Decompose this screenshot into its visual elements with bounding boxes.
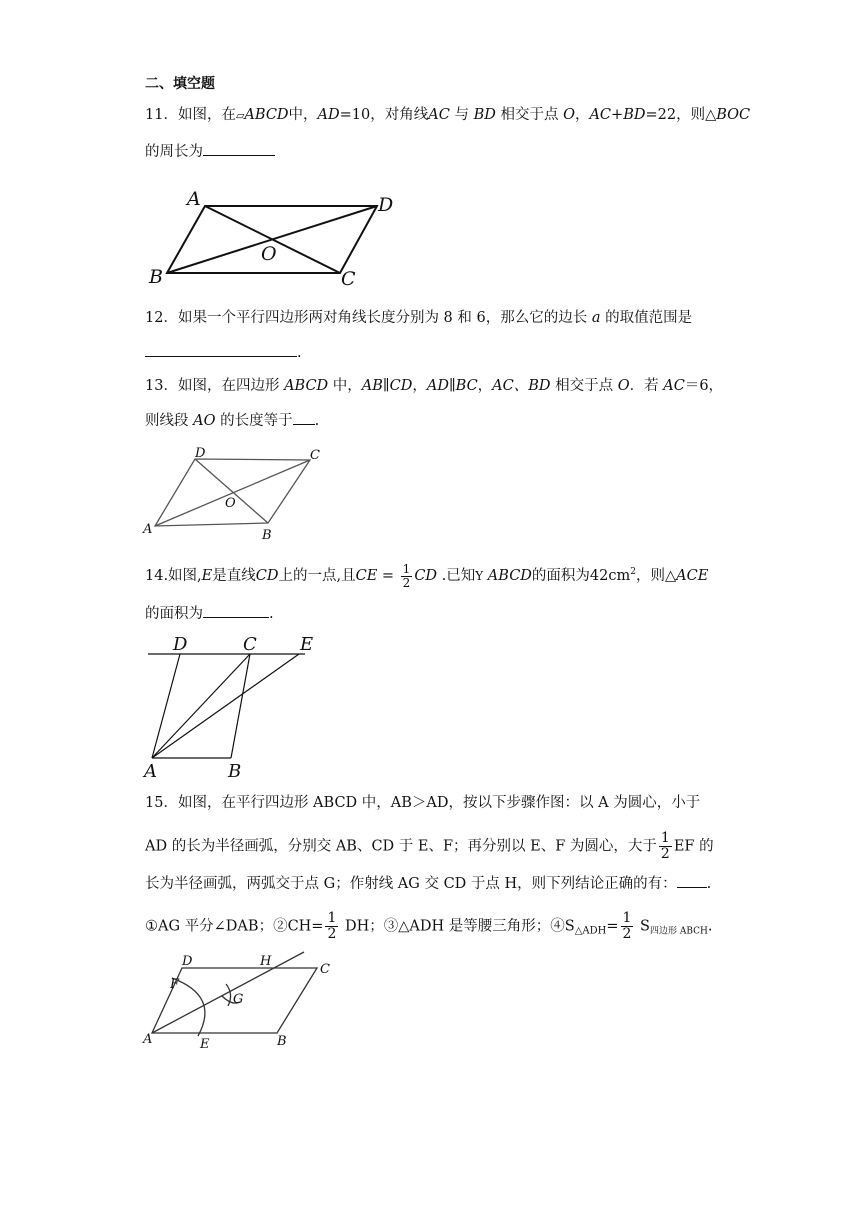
- q15-text: 长为半径画弧，两弧交于点 G；作射线 AG 交 CD 于点 H，则下列结论正确的有：: [145, 876, 677, 892]
- q12-a: a: [591, 310, 601, 326]
- q13-line1: [145, 375, 723, 397]
- q11-ac: AC: [589, 107, 612, 123]
- q11-text: =22，则△: [645, 107, 717, 123]
- q14-triangle: △: [664, 568, 677, 584]
- q15-subscript: △ADH: [574, 925, 607, 937]
- q11-label-d: D: [378, 194, 394, 216]
- section-title: 二、填空题: [145, 76, 215, 92]
- q14-ace: ACE: [676, 568, 709, 584]
- q14-text: 是直线: [212, 568, 256, 584]
- q12-text: .: [297, 345, 302, 361]
- q15-line1: 15．如图，在平行四边形 ABCD 中，AB＞AD，按以下步骤作图：以 A 为圆心，小于: [145, 795, 701, 811]
- q15-label-b: B: [277, 1034, 287, 1049]
- q15-label-e: E: [200, 1037, 210, 1052]
- q13-ad-bc: AD∥BC: [426, 378, 478, 394]
- q13-label-c: C: [310, 448, 320, 463]
- q13-text: ，: [412, 378, 427, 394]
- q13-text: .: [314, 413, 320, 429]
- q15-line3: [145, 873, 711, 895]
- q15-text: DH；③△ADH 是等腰三角形；④S: [340, 918, 575, 935]
- q15-line4: [145, 911, 712, 943]
- q13-figure: [140, 443, 340, 543]
- q14-text: =: [377, 568, 399, 584]
- q11-label-b: B: [149, 266, 163, 288]
- q11-ad: AD: [317, 107, 340, 123]
- q13-o: O: [617, 378, 630, 394]
- q13-text: 13．如图，在四边形: [145, 378, 285, 394]
- q15-fraction: [621, 911, 634, 942]
- q14-text: ，则: [635, 568, 665, 584]
- q15-text: S: [635, 918, 650, 935]
- q11-bd: BD: [473, 107, 496, 123]
- q13-ac: AC: [663, 378, 685, 394]
- q15-text: AD 的长为半径画弧，分别交 AB、CD 于 E、F；再分别以 E、F 为圆心，大于: [145, 838, 657, 855]
- q13-text: 的长度等于: [215, 413, 293, 429]
- q11-line1: [145, 104, 750, 127]
- q14-text: 的面积为: [145, 606, 203, 622]
- q15-label-g: G: [233, 992, 244, 1007]
- q14-figure: [140, 630, 340, 785]
- fraction-numerator: 1: [660, 830, 670, 846]
- q15-label-a: A: [143, 1032, 153, 1047]
- q15-fraction: [325, 911, 338, 942]
- q14-label-c: C: [243, 634, 257, 655]
- q15-text: EF 的: [673, 838, 714, 855]
- q14-line2: [145, 603, 274, 625]
- q12-text: 12．如果一个平行四边形两对角线长度分别为 8 和 6，那么它的边长: [145, 310, 592, 326]
- q15-label-f: F: [170, 977, 180, 992]
- q11-line2: [145, 141, 275, 163]
- q11-text: 中，: [288, 107, 318, 123]
- q11-figure: [140, 185, 410, 290]
- q11-text: =10，对角线: [339, 107, 429, 123]
- q13-line2: [145, 410, 319, 432]
- q15-text: ①AG 平分∠DAB；②CH=: [145, 918, 324, 935]
- q13-abcd: ABCD: [284, 378, 329, 394]
- q12-line2: [145, 342, 302, 364]
- q14-fraction: [401, 563, 413, 590]
- answer-blank[interactable]: [293, 410, 315, 425]
- q11-abcd: ABCD: [244, 107, 289, 123]
- q14-text: 的面积为42cm: [531, 568, 631, 584]
- q15-label-c: C: [320, 962, 330, 977]
- answer-blank[interactable]: [203, 603, 269, 618]
- q13-text: 相交于点: [550, 378, 618, 394]
- q15-arc-g2: [226, 984, 231, 1006]
- q14-e: E: [201, 568, 213, 584]
- q14-superscript: 2: [630, 567, 636, 577]
- q15-ray-ag: [152, 952, 304, 1033]
- q13-diagonal-bd: [195, 459, 268, 523]
- q13-text: 则线段: [145, 413, 194, 429]
- q15-label-h: H: [260, 954, 272, 969]
- q14-text: .: [269, 606, 274, 622]
- q11-text: 的周长为: [145, 144, 203, 160]
- q15-text: .: [706, 876, 712, 892]
- q14-side-bc: [231, 654, 250, 758]
- q12-line1: [145, 307, 692, 329]
- q11-text: 相交于点: [495, 107, 564, 123]
- q14-text: 14.如图,: [145, 568, 202, 584]
- q14-cd: CD: [414, 568, 438, 584]
- q15-fraction: [659, 831, 672, 862]
- q15-label-d: D: [182, 954, 193, 969]
- q14-cd: CD: [255, 568, 279, 584]
- q11-label-o: O: [261, 243, 277, 265]
- q14-label-e: E: [300, 634, 314, 655]
- q13-text: ＝6，: [684, 378, 724, 394]
- answer-blank[interactable]: [145, 342, 297, 357]
- q13-ab-cd: AB∥CD: [361, 378, 413, 394]
- q13-diagonal-ac: [155, 460, 310, 526]
- q14-label-d: D: [173, 634, 188, 655]
- fraction-numerator: 1: [402, 561, 411, 576]
- q11-label-a: A: [187, 188, 201, 210]
- q13-ao: AO: [193, 413, 216, 429]
- q11-label-c: C: [341, 268, 356, 290]
- q13-label-o: O: [225, 496, 236, 511]
- q15-text: .: [707, 918, 713, 935]
- fraction-denominator: 2: [327, 926, 337, 942]
- q13-label-d: D: [195, 446, 206, 461]
- q15-subscript: 四边形 ABCH: [649, 926, 708, 937]
- q13-text: ．若: [629, 378, 664, 394]
- q13-label-a: A: [143, 522, 153, 537]
- q11-text: 11．如图，在: [145, 107, 236, 123]
- q11-boc: BOC: [716, 107, 751, 123]
- q14-text: .已知: [437, 568, 476, 584]
- q13-text: ，: [477, 378, 493, 394]
- q14-line1: [145, 561, 708, 590]
- q13-text: 中，: [328, 378, 362, 394]
- q14-segment-ac: [152, 654, 250, 758]
- q12-text: 的取值范围是: [600, 310, 693, 326]
- fraction-denominator: 2: [622, 926, 632, 942]
- q11-bd: BD: [623, 107, 646, 123]
- fraction-numerator: 1: [327, 910, 337, 926]
- q11-text: ，: [574, 107, 590, 123]
- q14-abcd: ABCD: [487, 568, 532, 584]
- answer-blank[interactable]: [203, 141, 275, 156]
- q11-o: O: [563, 107, 575, 123]
- q11-ac: AC: [428, 107, 450, 123]
- q14-text: 上的一点,且: [278, 568, 356, 584]
- q14-segment-ae: [152, 654, 299, 758]
- q14-label-a: A: [144, 761, 157, 782]
- q11-text: +: [611, 107, 624, 123]
- q11-text: 与: [449, 107, 474, 123]
- fraction-denominator: 2: [660, 846, 670, 862]
- q15-figure: [140, 948, 340, 1052]
- parallelogram-symbol: ▱: [235, 109, 245, 122]
- parallelogram-symbol: Y: [475, 569, 484, 583]
- fraction-numerator: 1: [622, 910, 632, 926]
- q15-text: =: [606, 918, 619, 935]
- fraction-denominator: 2: [402, 575, 411, 590]
- q13-label-b: B: [262, 528, 272, 543]
- q13-ac-bd: AC、BD: [492, 378, 551, 394]
- q14-label-b: B: [228, 761, 242, 782]
- q15-line2: [145, 831, 714, 862]
- answer-blank[interactable]: [677, 873, 707, 888]
- q14-ce: CE: [355, 568, 378, 584]
